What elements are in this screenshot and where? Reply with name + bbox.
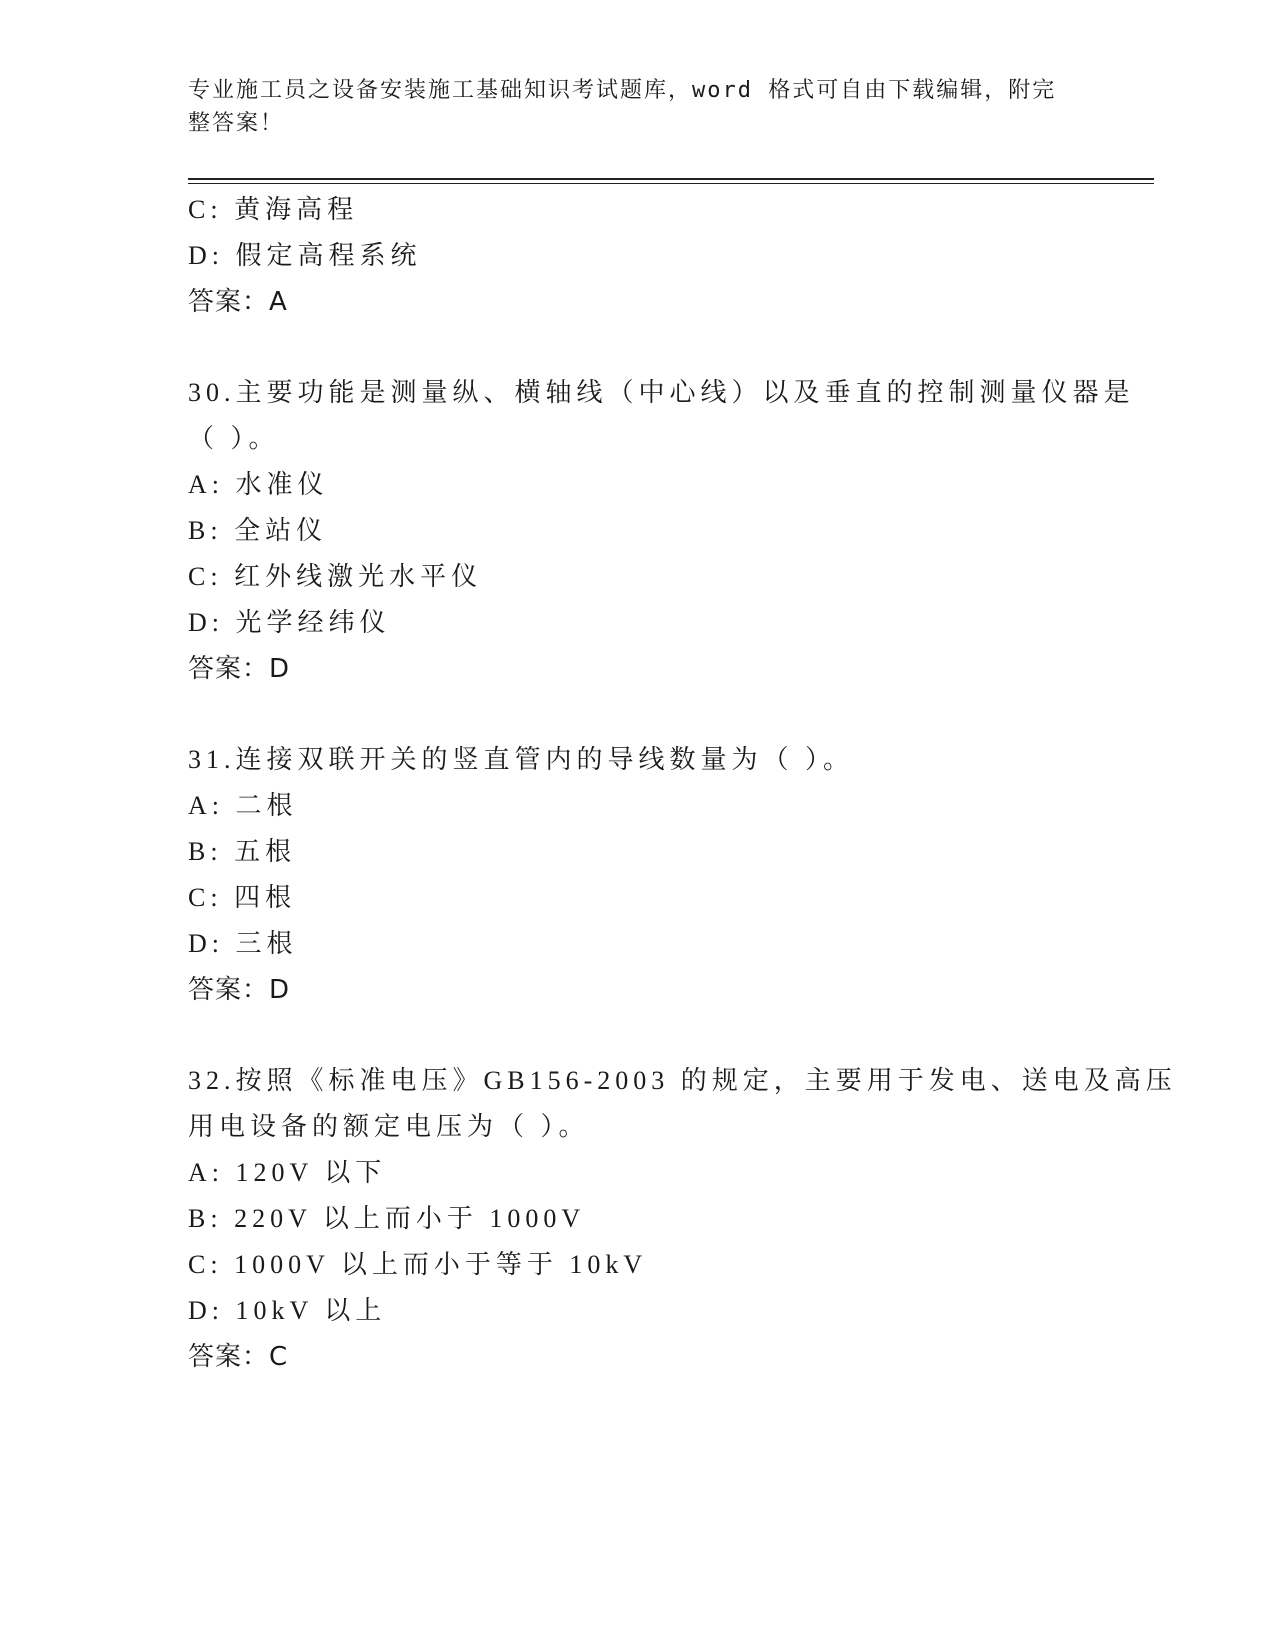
question-list bbox=[188, 187, 1177, 1380]
option-b: B: 220V 以上而小于 1000V bbox=[188, 1204, 586, 1233]
answer-line: 答案：A bbox=[188, 287, 288, 317]
option-c: C: 四根 bbox=[188, 883, 297, 912]
option-a: A: 120V 以下 bbox=[188, 1158, 387, 1187]
answer-line: 答案：C bbox=[188, 1342, 289, 1372]
header-line-1: 专业施工员之设备安装施工基础知识考试题库，word 格式可自由下载编辑，附完 bbox=[188, 78, 1057, 103]
question-stem: 30.主要功能是测量纵、横轴线（中心线）以及垂直的控制测量仪器是 bbox=[188, 378, 1135, 407]
question-stem: 32.按照《标准电压》GB156-2003 的规定，主要用于发电、送电及高压 bbox=[188, 1066, 1177, 1095]
question-stem-continued: （ ）。 bbox=[188, 424, 280, 453]
spacer bbox=[188, 1013, 1088, 1058]
question-block-31 bbox=[188, 737, 1088, 1013]
spacer bbox=[188, 325, 1088, 370]
option-c: C: 黄海高程 bbox=[188, 195, 359, 224]
option-b: B: 全站仪 bbox=[188, 516, 328, 545]
option-d: D: 10kV 以上 bbox=[188, 1296, 387, 1325]
document-header bbox=[188, 74, 1068, 140]
question-block-32 bbox=[188, 1058, 1177, 1380]
question-stem-continued: 用电设备的额定电压为（ ）。 bbox=[188, 1112, 590, 1141]
option-d: D: 三根 bbox=[188, 929, 298, 958]
header-rule-thin bbox=[188, 183, 1154, 184]
answer-line: 答案：D bbox=[188, 654, 291, 684]
question-block-30 bbox=[188, 370, 1135, 692]
spacer bbox=[188, 692, 1088, 737]
question-block-29-partial bbox=[188, 187, 1088, 325]
option-d: D: 假定高程系统 bbox=[188, 241, 422, 270]
option-b: B: 五根 bbox=[188, 837, 297, 866]
question-stem: 31.连接双联开关的竖直管内的导线数量为（ ）。 bbox=[188, 745, 855, 774]
option-c: C: 红外线激光水平仪 bbox=[188, 562, 483, 591]
option-c: C: 1000V 以上而小于等于 10kV bbox=[188, 1250, 648, 1279]
option-a: A: 水准仪 bbox=[188, 470, 329, 499]
option-a: A: 二根 bbox=[188, 791, 298, 820]
header-rule-thick bbox=[188, 178, 1154, 180]
option-d: D: 光学经纬仪 bbox=[188, 608, 391, 637]
answer-line: 答案：D bbox=[188, 975, 291, 1005]
header-line-2: 整答案！ bbox=[188, 111, 285, 136]
